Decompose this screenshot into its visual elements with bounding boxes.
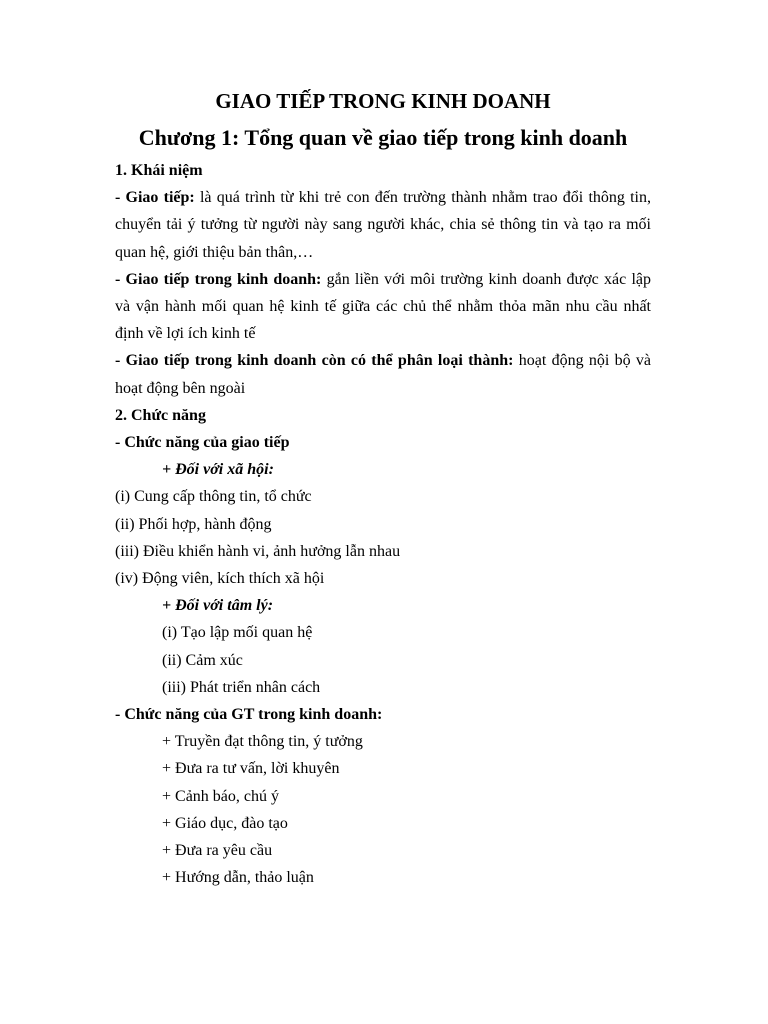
- list-item-psychology: (ii) Cảm xúc: [162, 651, 243, 669]
- paragraph-definition-business-communication: [115, 266, 651, 348]
- list-item-psychology: (iii) Phát triển nhân cách: [162, 678, 321, 696]
- definition-communication-text: là quá trình từ khi trẻ con đến trường thành nhằm trao đổi thông tin, chuyển tải ý tưởng từ người này sang người khác, chia sẻ thông tin và tạo ra mối quan hệ, giới thiệu bản thân,…: [115, 189, 651, 261]
- paragraph-classification: [115, 347, 651, 401]
- subheading-psychology: + Đối với tâm lý:: [162, 597, 274, 615]
- list-item-social: (iv) Động viên, kích thích xã hội: [115, 570, 325, 588]
- list-item-social: (iii) Điều khiển hành vi, ảnh hưởng lẫn nhau: [115, 542, 401, 560]
- section-heading-functions: 2. Chức năng: [115, 406, 206, 424]
- list-item-business: + Đưa ra tư vấn, lời khuyên: [162, 760, 340, 778]
- list-item-business: + Đưa ra yêu cầu: [162, 842, 273, 860]
- classification-text: hoạt động nội bộ và hoạt động bên ngoài: [115, 352, 652, 397]
- document-page: [115, 86, 651, 891]
- subheading-social: + Đối với xã hội:: [162, 461, 274, 479]
- section-heading-concept: 1. Khái niệm: [115, 162, 203, 179]
- list-item-social: (ii) Phối hợp, hành động: [115, 515, 272, 533]
- list-item-business: + Cảnh báo, chú ý: [162, 787, 279, 805]
- term-communication: - Giao tiếp:: [115, 189, 195, 207]
- list-item-psychology: (i) Tạo lập mối quan hệ: [162, 624, 313, 642]
- document-body: [115, 157, 651, 891]
- list-item-business: + Truyền đạt thông tin, ý tưởng: [162, 733, 363, 751]
- definition-business-communication-text: gắn liền với môi trường kinh doanh được xác lập và vận hành mối quan hệ kinh tế giữa các chủ thể nhằm thỏa mãn nhu cầu nhất định về lợi ích kinh tế: [115, 270, 651, 343]
- list-item-business: + Hướng dẫn, thảo luận: [162, 869, 314, 887]
- paragraph-definition-communication: [115, 184, 651, 266]
- chapter-title: Chương 1: Tổng quan về giao tiếp trong kinh doanh: [138, 125, 628, 150]
- subheading-communication-functions: - Chức năng của giao tiếp: [115, 434, 290, 452]
- list-item-social: (i) Cung cấp thông tin, tổ chức: [115, 488, 312, 506]
- list-item-business: + Giáo dục, đào tạo: [162, 814, 288, 832]
- document-title: GIAO TIẾP TRONG KINH DOANH: [215, 89, 551, 113]
- subheading-business-functions: - Chức năng của GT trong kinh doanh:: [115, 706, 383, 724]
- term-business-communication: - Giao tiếp trong kinh doanh:: [115, 270, 322, 288]
- term-classification: - Giao tiếp trong kinh doanh còn có thể phân loại thành:: [115, 352, 514, 370]
